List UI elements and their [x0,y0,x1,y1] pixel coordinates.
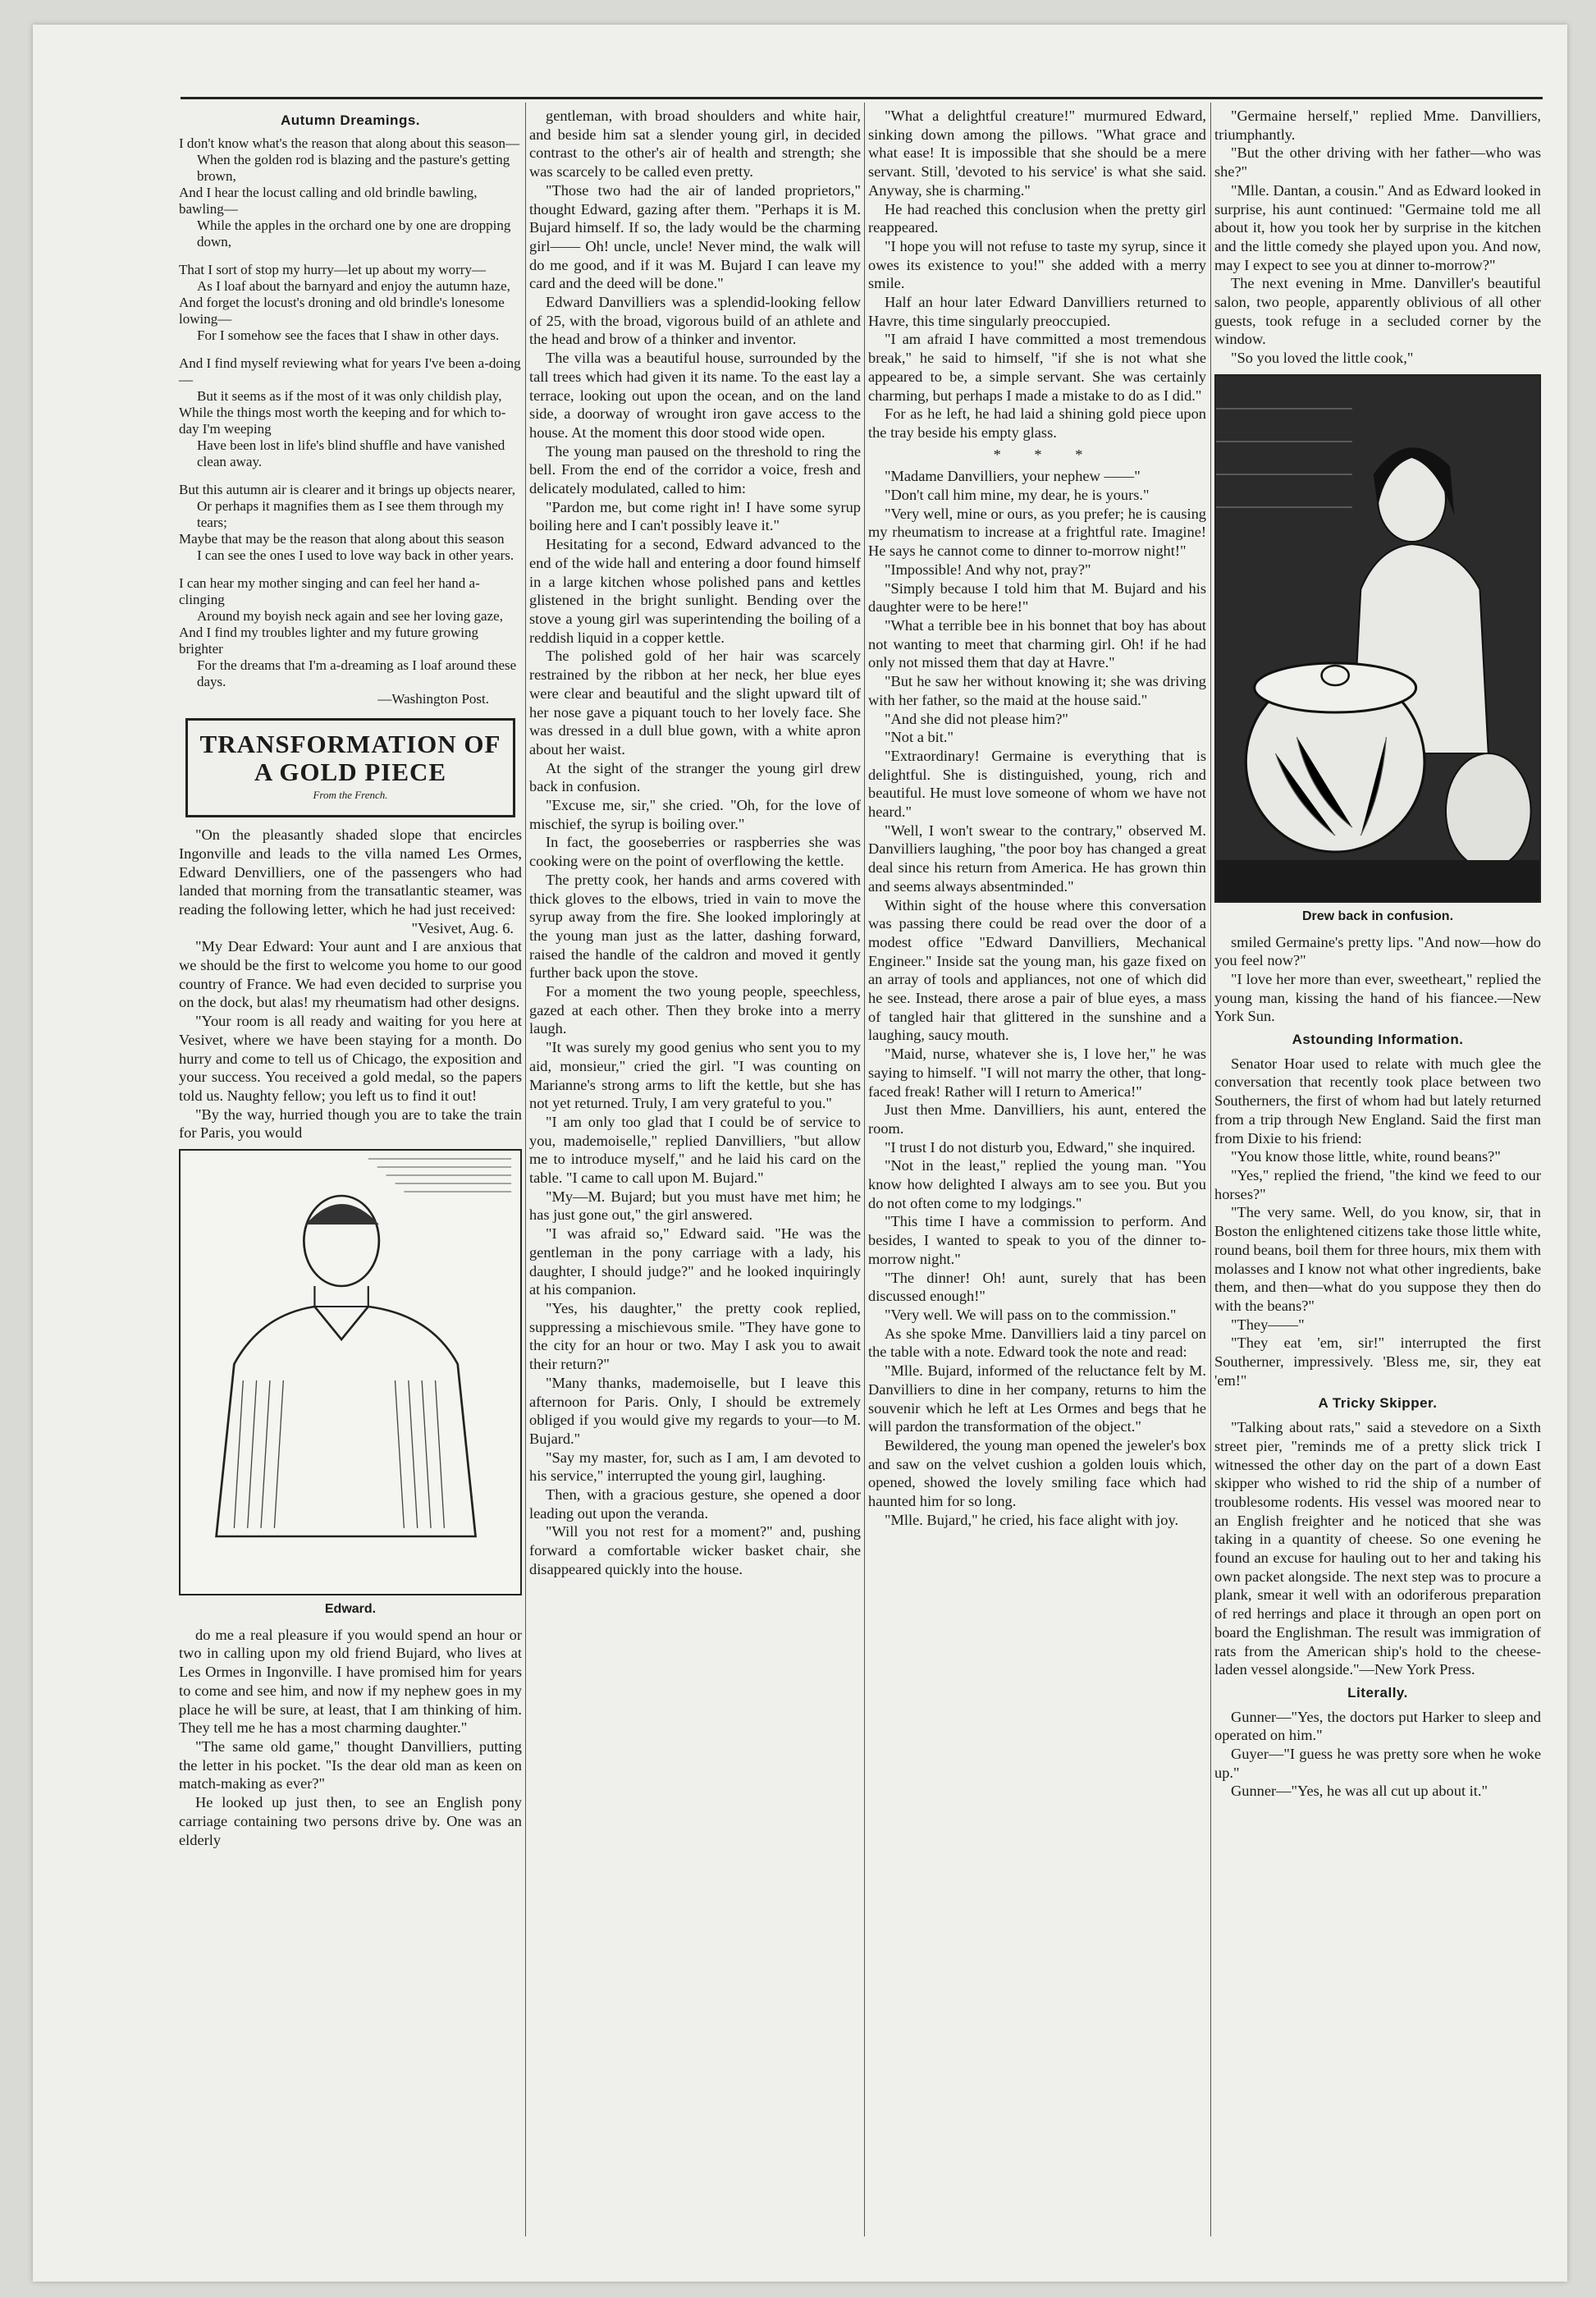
poem-line: For I somehow see the faces that I shaw in other days. [197,327,500,343]
paragraph: "Germaine herself," replied Mme. Danvilliers, triumphantly. [1214,108,1541,143]
paragraph: "Those two had the air of landed proprietors," thought Edward, gazing after them. "Perhaps it is M. Bujard himself. If so, the lady would be the charming girl—— Oh! uncle, uncle! Never mind, the walk will do me good, and if it was M. Bujard I can leave my card and the deed will be done." [529,181,861,292]
paragraph: "Very well. We will pass on to the commission." [885,1307,1177,1323]
paragraph: "But he saw her without knowing it; she was driving with her father, so the maid at the house said." [868,673,1206,708]
paragraph: He had reached this conclusion when the pretty girl reappeared. [868,200,1206,236]
paragraph: "My—M. Bujard; but you must have met him; he has just gone out," the girl answered. [529,1188,861,1224]
story-text-col1 [179,826,522,1142]
paragraph: "Madame Danvilliers, your nephew ——" [885,468,1141,485]
paragraph: "You know those little, white, round beans?" [1231,1148,1501,1165]
paragraph: Gunner—"Yes, he was all cut up about it." [1231,1783,1488,1800]
story-headline-box [185,718,515,817]
skipper-text [1214,1418,1541,1679]
literally-text [1214,1708,1541,1801]
paragraph: "I love her more than ever, sweetheart," replied the young man, kissing the hand of his fiancee.—New York Sun. [1214,970,1541,1025]
paragraph: Senator Hoar used to relate with much glee the conversation that recently took place between two Southerners, the first of whom had but lately returned from a trip through New England. Said the first man from Dixie to his friend: [1214,1055,1541,1147]
poem-line: Have been lost in life's blind shuffle and have vanished clean away. [197,437,505,469]
poem-line: I can hear my mother singing and can feel her hand a-clinging [179,574,480,607]
paragraph: "My Dear Edward: Your aunt and I are anxious that we should be the first to welcome you home to our good country of France. We had even decided to surprise you on the dock, but alas! my rheumatism had other designs. [179,938,522,1011]
paragraph: Then, with a gracious gesture, she opened a door leading out upon the veranda. [529,1486,861,1522]
literally-title: Literally. [1347,1684,1408,1701]
paragraph: Hesitating for a second, Edward advanced to the end of the wide hall and entering a door found himself in a large kitchen whose polished pans and kettles glistened in the bright sunlight. Bending over the stove a young girl was superintending the boiling of a reddish liquid in a copper kettle. [529,536,861,646]
paragraph: "Well, I won't swear to the contrary," observed M. Danvilliers laughing, "the poor boy has changed a great deal since his return from America. He has grown thin and seems always absentminded." [868,822,1206,895]
story-text-col4b [1214,933,1541,1027]
poem-line: Around my boyish neck again and see her loving gaze, [197,607,503,624]
paragraph: "By the way, hurried though you are to take the train for Paris, you would [179,1106,522,1142]
paragraph: The polished gold of her hair was scarcely restrained by the ribbon at her neck, her blue eyes were clear and beautiful and the slight upward tilt of her nose gave a piquant touch to her lovely face. She was dressed in a dull blue gown, with a white apron about her waist. [529,648,861,758]
cook-illustration [1214,374,1541,903]
caption-edward: Edward. [324,1602,377,1617]
paragraph: "On the pleasantly shaded slope that encircles Ingonville and leads to the villa named Les Ormes, Edward Denvilliers, one of the passengers who had landed that morning from the transatlantic steamer, was reading the following letter, which he had just received: [179,826,522,918]
paragraph: At the sight of the stranger the young girl drew back in confusion. [529,759,861,795]
poem-line: While the things most worth the keeping and for which to-day I'm weeping [179,404,506,437]
paragraph: "They——" [1231,1316,1305,1333]
poem-line: While the apples in the orchard one by one are dropping down, [197,217,511,249]
column-rule [525,103,526,2236]
paragraph: "And she did not please him?" [885,710,1068,727]
paragraph: Bewildered, the young man opened the jeweler's box and saw on the velvet cushion a golden louis which, opened, showed the lovely smiling face which had haunted him for so long. [868,1436,1206,1510]
poem [179,135,522,690]
story-text-col1b [179,1626,522,1849]
story-text-col4 [1214,107,1541,368]
paragraph: "Talking about rats," said a stevedore on a Sixth street pier, "reminds me of a pretty slick trick I witnessed the other day on the part of a down East skipper who wished to rid the ship of a number of troublesome rodents. His vessel was moored near to an English freighter and he noticed that she was taking in a quantity of cheese. So one evening he found an excuse for hauling out to her and taking his own packet alongside. The next step was to procure a plank, smear it well with an odoriferous preparation of red herrings and place it through an open port on board the Englishman. The result was immigration of rats from the American ship's hold to the cheese-laden vessel alongside."—New York Press. [1214,1419,1541,1678]
paragraph: "Mlle. Bujard, informed of the reluctance felt by M. Danvilliers to dine in her company, returns to him the souvenir which he left at Les Ormes and begs that he will pardon the transformation of the object." [868,1362,1206,1435]
paragraph: "Will you not rest for a moment?" and, pushing forward a comfortable wicker basket chair, she disappeared quickly into the house. [529,1523,861,1577]
paragraph: "Don't call him mine, my dear, he is yours." [885,487,1150,504]
paragraph: "Pardon me, but come right in! I have some syrup boiling here and I can't possibly leave it." [529,498,861,534]
poem-line: As I loaf about the barnyard and enjoy the autumn haze, [197,277,510,294]
poem-byline: —Washington Post. [377,690,489,707]
poem-line: Maybe that may be the reason that along about this season [179,530,505,547]
paragraph: "Vesivet, Aug. 6. [411,919,514,936]
paragraph: Just then Mme. Danvilliers, his aunt, entered the room. [868,1101,1206,1137]
column-rule [864,103,865,2236]
poem-line: Or perhaps it magnifies them as I see them through my tears; [197,497,504,530]
paragraph: "They eat 'em, sir!" interrupted the first Southerner, impressively. 'Bless me, sir, they eat 'em!" [1214,1334,1541,1389]
paragraph: He looked up just then, to see an English pony carriage containing two persons drive by. One was an elderly [179,1794,522,1848]
paragraph: "Extraordinary! Germaine is everything that is delightful. She is distinguished, young, rich and beautiful. He must love someone of whom we have not heard." [868,747,1206,821]
column-1 [179,107,522,1849]
paragraph: Within sight of the house where this conversation was passing there could be read over the door of a modest office "Edward Danvilliers, Mechanical Engineer." Inside sat the young man, his gaze fixed on an array of tools and appliances, not one of which did he see. Instead, there arose a pair of blue eyes, a mass of tangled hair that glittered in the sunshine and a laughing, saucy mouth. [868,896,1206,1044]
paragraph: "What a delightful creature!" murmured Edward, sinking down among the pillows. "What grace and what ease! It is impossible that she should be a mere servant. Still, 'devoted to his service' is what she said. Anyway, she is charming." [868,108,1206,199]
poem-line: I don't know what's the reason that along about this season— [179,135,519,151]
paragraph: "Mlle. Dantan, a cousin." And as Edward looked in surprise, his aunt continued: "Germaine told me all about it, how you took her by surprise in the kitchen and the little comedy she played upon you. And now, may I expect to see you at dinner to-morrow?" [1214,181,1541,273]
paragraph: "I trust I do not disturb you, Edward," she inquired. [885,1138,1196,1156]
poem-line: And I find my troubles lighter and my future growing brighter [179,624,478,657]
paragraph: "But the other driving with her father—who was she?" [1214,144,1541,181]
paragraph: "This time I have a commission to perform. And besides, I wanted to speak to you of the dinner to-morrow night." [868,1213,1206,1267]
paragraph: "I am only too glad that I could be of service to you, mademoiselle," replied Danvilliers, "but allow me to introduce myself," and he laid his card on the table. "I came to call upon M. Bujard." [529,1113,861,1187]
paragraph: * * * [993,446,1098,463]
edward-illustration [179,1149,522,1595]
paragraph: The pretty cook, her hands and arms covered with thick gloves to the elbows, tried in vain to move the syrup away from the fire. She looked imploringly at the young man just as the latter, dashing forward, raised the handle of the caldron and moved it gently further back upon the stove. [529,871,861,982]
paragraph: "Many thanks, mademoiselle, but I leave this afternoon for Paris. Only, I should be extremely obliged if you would give my regards to your—to M. Bujard." [529,1374,861,1447]
poem-line: And forget the locust's droning and old brindle's lonesome lowing— [179,294,505,327]
paragraph: In fact, the gooseberries or raspberries she was cooking were on the point of overflowing the kettle. [529,834,861,870]
poem-line: But this autumn air is clearer and it brings up objects nearer, [179,481,516,497]
poem-line: When the golden rod is blazing and the pasture's getting brown, [197,151,510,184]
column-4 [1214,107,1541,1801]
story-title: TRANSFORMATION OF A GOLD PIECE [199,730,501,787]
paragraph: gentleman, with broad shoulders and white hair, and beside him sat a slender young girl, in decided contrast to the other's air of health and strength; she was scarcely to be called even pretty. [529,108,861,181]
top-rule [181,97,1543,99]
paragraph: Gunner—"Yes, the doctors put Harker to sleep and operated on him." [1214,1708,1541,1744]
astounding-title: Astounding Information. [1292,1032,1464,1048]
paragraph: "Yes," replied the friend, "the kind we feed to our horses?" [1214,1166,1541,1202]
paragraph: "The dinner! Oh! aunt, surely that has been discussed enough!" [868,1269,1206,1305]
paragraph: "Not in the least," replied the young man. "You know how delighted I always am to see you. But you do not often come to my lodgings." [868,1157,1206,1211]
paragraph: "Excuse me, sir," she cried. "Oh, for the love of mischief, the syrup is boiling over." [529,797,861,832]
paragraph: "Mlle. Bujard," he cried, his face alight with joy. [885,1511,1179,1528]
paragraph: "The same old game," thought Danvilliers, putting the letter in his pocket. "Is the dear old man as keen on match-making as ever?" [179,1737,522,1792]
paragraph: "Not a bit." [885,729,953,746]
paragraph: "Yes, his daughter," the pretty cook replied, suppressing a mischievous smile. "They have gone to the city for an hour or two. May I ask you to await their return?" [529,1300,861,1373]
column-2 [529,107,861,1579]
paragraph: Half an hour later Edward Danvilliers returned to Havre, this time singularly preoccupied. [868,294,1206,329]
paragraph: "What a terrible bee in his bonnet that boy has about not wanting to meet that charming girl. Oh! if he had only not missed them that day at Havre." [868,616,1206,671]
story-subtitle: From the French. [313,789,388,802]
paragraph: For a moment the two young people, speechless, gazed at each other. Then they broke into a merry laugh. [529,983,861,1037]
poem-line: And I hear the locust calling and old brindle bawling, bawling— [179,184,478,217]
paragraph: "Maid, nurse, whatever she is, I love her," he was saying to himself. "I will not marry the other, that long-faced freak! Rather will I return to America!" [868,1046,1206,1100]
poem-line: That I sort of stop my hurry—let up about my worry— [179,261,486,277]
paragraph: As she spoke Mme. Danvilliers laid a tiny parcel on the table with a note. Edward took the note and read: [868,1325,1206,1361]
poem-line: For the dreams that I'm a-dreaming as I loaf around these days. [197,657,517,689]
paragraph: "Simply because I told him that M. Bujard and his daughter were to be here!" [868,579,1206,616]
skipper-title: A Tricky Skipper. [1318,1395,1438,1412]
paragraph: "Very well, mine or ours, as you prefer; he is causing my rheumatism to increase at a frightful rate. Imagine! He says he cannot come to dinner to-morrow night!" [868,505,1206,560]
paragraph: For as he left, he had laid a shining gold piece upon the tray beside his empty glass. [868,405,1206,441]
paragraph: "I was afraid so," Edward said. "He was the gentleman in the pony carriage with a lady, his daughter, I should judge?" and he looked inquiringly at his companion. [529,1225,861,1298]
paragraph: "It was surely my good genius who sent you to my aid, monsieur," cried the girl. "I was counting on Marianne's strong arms to lift the kettle, but she has not yet returned. Truly, I am very grateful to you." [529,1039,861,1112]
paragraph: "Impossible! And why not, pray?" [885,561,1091,578]
paragraph: The villa was a beautiful house, surrounded by the tall trees which had given it its name. To the east lay a terrace, looking out upon the ocean, and on the land side, a doorway of wrought iron gave access to the house. At the moment this door stood wide open. [529,350,861,441]
poem-line: I can see the ones I used to love way back in other years. [197,547,514,563]
paragraph: The next evening in Mme. Danviller's beautiful salon, two people, apparently oblivious of all other guests, took refuge in a secluded corner by the window. [1214,275,1541,348]
caption-cook: Drew back in confusion. [1301,909,1454,923]
poem-title: Autumn Dreamings. [280,112,421,128]
paragraph: "I hope you will not refuse to taste my syrup, since it owes its existence to you!" she added with a merry smile. [868,237,1206,292]
astounding-text [1214,1055,1541,1390]
paragraph: do me a real pleasure if you would spend an hour or two in calling upon my old friend Bujard, who lives at Les Ormes in Ingonville. I have promised him for years to come and see him, and now if my nephew goes in my place he will be sure, at least, that I am thinking of him. They tell me he has a most charming daughter." [179,1626,522,1737]
poem-line: And I find myself reviewing what for years I've been a-doing— [179,355,521,387]
paragraph: smiled Germaine's pretty lips. "And now—how do you feel now?" [1214,933,1541,969]
paragraph: "I am afraid I have committed a most tremendous break," he said to himself, "if she is not what she appeared to be, a simple servant. She was certainly charming, but perhaps I made a mistake to do as I did." [868,331,1206,404]
paragraph: "Say my master, for, such as I am, I am devoted to his service," interrupted the young girl, laughing. [529,1449,861,1485]
column-3 [868,107,1206,1529]
poem-line: But it seems as if the most of it was only childish play, [197,387,502,404]
paragraph: "Your room is all ready and waiting for you here at Vesivet, where we have been staying for a month. Do hurry and come to tell us of Chicago, the exposition and your success. You received a gold medal, so the papers told us. Naughty fellow; you left us to find it out! [179,1013,522,1104]
newspaper-page [33,25,1567,2282]
column-rule [1210,103,1211,2236]
paragraph: Edward Danvilliers was a splendid-looking fellow of 25, with the broad, vigorous build of an athlete and the head and brow of a thinker and inventor. [529,294,861,348]
paragraph: "The very same. Well, do you know, sir, that in Boston the enlightened citizens take those little white, round beans, boil them for three hours, mix them with molasses and I know not what other ingredients, bake them, and then—what do you suppose they then do with the beans?" [1214,1204,1541,1314]
paragraph: The young man paused on the threshold to ring the bell. From the end of the corridor a voice, fresh and delicately modulated, called to him: [529,442,861,497]
paragraph: Guyer—"I guess he was pretty sore when he woke up." [1214,1746,1541,1781]
paragraph: "So you loved the little cook," [1231,350,1414,367]
